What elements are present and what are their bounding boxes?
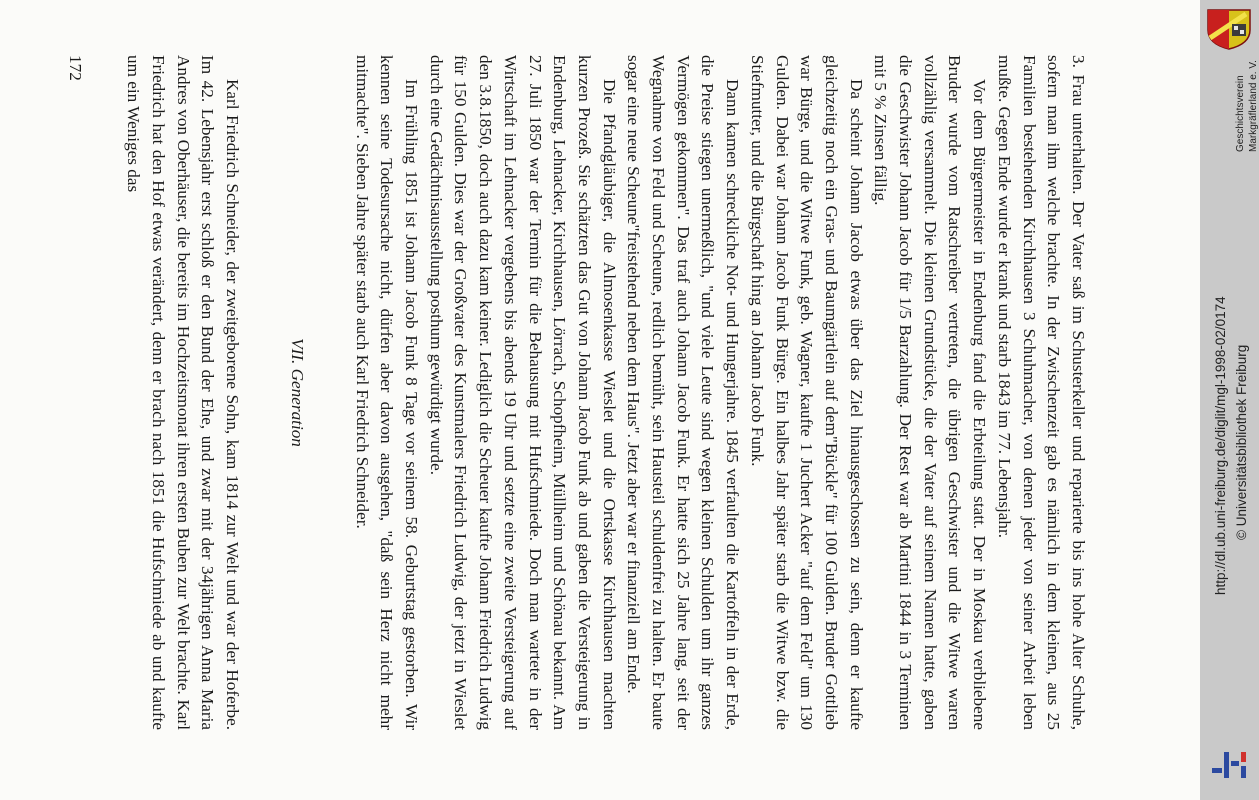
paragraph: Im Frühling 1851 ist Johann Jacob Funk 8 Tage vor seinem 58. Geburtstag gestorben. Wir kennen seine Todesursache nicht, dürfen aber davon ausgehen, "daß sein Herz nicht mehr mitmachte". Sieben Jahre später starb auch Karl Friedrich Schneider. [352, 55, 422, 730]
university-library-logo-icon[interactable] [1210, 748, 1254, 780]
paragraph: Da scheint Johann Jacob etwas über das Ziel hinausgeschossen zu sein, denn er kaufte gleichzeitig noch ein Gras- und Baumgärtlein auf dem"Bückle" für 100 Gulden. Bruder Gottlieb war Bürge, und die Witwe Funk, geb. Wagner, kaufte 1 Juchert Acker "auf dem Feld" um 130 Gulden. Dabei war Johann Jacob Funk Bürge. Ein halbes Jahr später starb die Witwe bzw. die Stiefmutter, und die Bürgschaft hing an Johann Jacob Funk. [747, 55, 866, 730]
coat-of-arms-icon [1206, 8, 1252, 50]
paragraph: 3. Frau unterhalten. Der Vater saß im Schusterkeller und reparierte bis ins hohe Alter Schuhe, sofern man ihm welche brachte. In der Zwischenzeit gab es nämlich in dem kleinen, aus 25 Familien bestehenden Kirchhausen 3 Schuhmacher, von denen jeder von seiner Arbeit leben mußte. Gegen Ende wurde er krank und starb 1843 im 77. Lebensjahr. [994, 55, 1088, 730]
page-text-rotated [65, 55, 1090, 730]
paragraph: Karl Friedrich Schneider, der zweitgeborene Sohn, kam 1814 zur Welt und war der Hoferbe. Im 42. Lebensjahr erst schloß er den Bund der Ehe, und zwar mit der 34jährigen Anna Maria Andres von Oberhäuser, die bereits im Hochzeitsmonat ihren ersten Buben zur Welt brachte. Karl Friedrich hat den Hof etwas verändert, denn er brach nach 1851 die Hufschmiede ab und kaufte um ein Weniges das [124, 55, 243, 730]
society-name-line1: Geschichtsverein [1235, 75, 1246, 152]
paragraph: Vor dem Bürgermeister in Endenburg fand die Erbteilung statt. Der in Moskau verbliebene Bruder wurde vom Ratschreiber vertreten, die übrigen Geschwister und die Witwe waren vollzählig versammelt. Die kleinen Grundstücke, die der Vater auf seinem Namen hatte, gaben die Geschwister Johann Jacob für 1/5 Barzahlung. Der Rest war ab Martini 1844 in 3 Terminen mit 5 % Zinsen fällig. [871, 55, 990, 730]
society-name-line2: Markgräflerland e. V. [1248, 60, 1259, 152]
permalink-url[interactable]: http://dl.ub.uni-freiburg.de/diglit/mgl-1998-02/0174 [1213, 296, 1228, 595]
section-heading: VII. Generation [287, 338, 307, 447]
paragraph: Dann kamen schreckliche Not- und Hungerjahre. 1845 verfaulten die Kartoffeln in der Erde, die Preise stiegen unermeßlich, "und viele Leute sind wegen kleinen Schulden um ihr ganzes Vermögen gekommen". Das traf auch Johann Jacob Funk. Er hatte sich 25 Jahre lang, seit der Wegnahme von Feld und Scheune, redlich bemüht, sein Hausteil schuldenfrei zu halten. Er baute sogar eine neue Scheune"freistehend neben dem Haus". Jetzt aber war er finanziell am Ende. [624, 55, 743, 730]
paragraph: Die Pfandgläubiger, die Almosenkasse Wieslet und die Ortskasse Kirchhausen machten kurzen Prozeß. Sie schätzten das Gut von Johann Jacob Funk ab und gaben die Versteigerung in Endenburg, Lehnacker, Kirchhausen, Lörrach, Schopfheim, Müllheim und Schönau bekannt. Am 27. Juli 1850 war der Termin für die Behausung mit Hufschmiede. Doch man wartete in der Wirtschaft im Lehnacker vergebens bis abends 19 Uhr und setzte eine zweite Versteigerung auf den 3.8.1850, doch auch dazu kam keiner. Lediglich die Scheuer kaufte Johann Friedrich Ludwig für 150 Gulden. Dies war der Großvater des Kunstmalers Friedrich Ludwig, der jetzt in Wieslet durch eine Gedächtnisausstellung posthum gewürdigt wurde. [426, 55, 619, 730]
copyright-notice: © Universitätsbibliothek Freiburg [1234, 344, 1249, 540]
page-number: 172 [65, 55, 85, 81]
